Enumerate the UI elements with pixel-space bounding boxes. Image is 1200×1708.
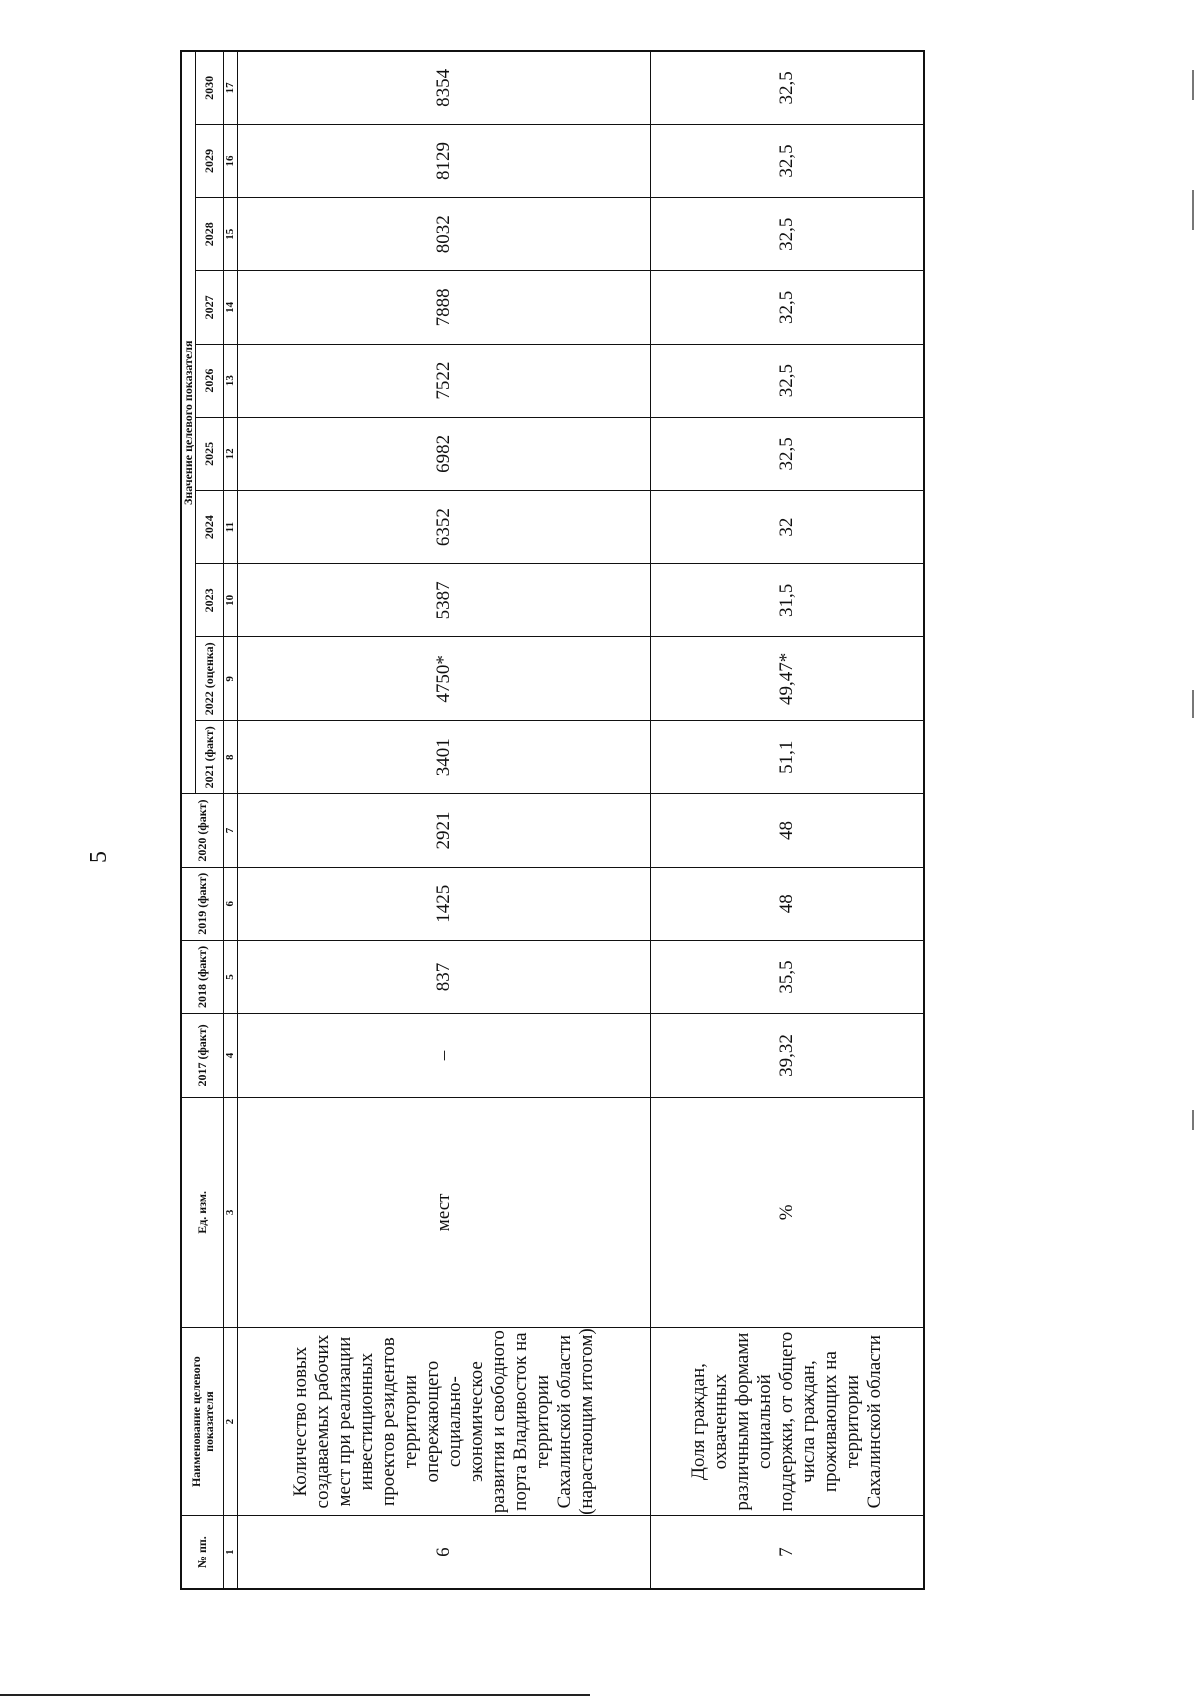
header-year-2017: 2017 (факт) xyxy=(181,1014,224,1098)
header-year-2029: 2029 xyxy=(196,124,224,197)
value-cell: 35,5 xyxy=(650,940,924,1013)
column-number: 8 xyxy=(224,721,238,794)
value-cell: 32 xyxy=(650,491,924,564)
column-number: 11 xyxy=(224,491,238,564)
value-cell: 31,5 xyxy=(650,564,924,637)
header-year-2025: 2025 xyxy=(196,417,224,490)
value-cell: – xyxy=(238,1014,651,1098)
column-number: 12 xyxy=(224,417,238,490)
value-cell: 39,32 xyxy=(650,1014,924,1098)
column-number: 17 xyxy=(224,51,238,124)
value-cell: 4750* xyxy=(238,637,651,721)
value-cell: 8032 xyxy=(238,198,651,271)
value-cell: 7522 xyxy=(238,344,651,417)
value-cell: 8354 xyxy=(238,51,651,124)
value-cell: 32,5 xyxy=(650,344,924,417)
unit-cell: % xyxy=(650,1097,924,1327)
column-number: 7 xyxy=(224,794,238,867)
value-cell: 51,1 xyxy=(650,721,924,794)
header-name: Наименование целевого показателя xyxy=(181,1327,224,1515)
column-number: 16 xyxy=(224,124,238,197)
header-year-2028: 2028 xyxy=(196,198,224,271)
header-year-2022: 2022 (оценка) xyxy=(196,637,224,721)
page-number: 5 xyxy=(86,851,112,863)
table-row xyxy=(650,51,924,1589)
column-number: 9 xyxy=(224,637,238,721)
indicator-name: Доля граждан, охваченных различными формами социальной поддержки, от общего числа граждан, проживающих на территории Сахалинской области xyxy=(650,1327,924,1515)
header-year-2021: 2021 (факт) xyxy=(196,721,224,794)
value-cell: 32,5 xyxy=(650,417,924,490)
margin-speck xyxy=(1192,1110,1194,1130)
header-year-2019: 2019 (факт) xyxy=(181,867,224,940)
value-cell: 2921 xyxy=(238,794,651,867)
column-number: 3 xyxy=(224,1097,238,1327)
header-year-2024: 2024 xyxy=(196,491,224,564)
header-year-2018: 2018 (факт) xyxy=(181,940,224,1013)
value-cell: 6982 xyxy=(238,417,651,490)
value-cell: 7888 xyxy=(238,271,651,344)
column-number: 5 xyxy=(224,940,238,1013)
header-unit: Ед. изм. xyxy=(181,1097,224,1327)
value-cell: 8129 xyxy=(238,124,651,197)
value-cell: 32,5 xyxy=(650,51,924,124)
column-number: 6 xyxy=(224,867,238,940)
target-indicators-table-wrapper xyxy=(180,50,925,1590)
margin-speck xyxy=(1192,70,1194,100)
bottom-rule xyxy=(0,1694,590,1696)
target-indicators-table xyxy=(180,50,925,1590)
value-cell: 837 xyxy=(238,940,651,1013)
column-number: 13 xyxy=(224,344,238,417)
header-no: № пп. xyxy=(181,1516,224,1589)
column-number: 10 xyxy=(224,564,238,637)
indicator-name: Количество новых создаваемых рабочих мест при реализации инвестиционных проектов резидентов территории опережающего социально-экономическое развития и свободного порта Владивосток на территории Сахалинской области (нарастающим итогом) xyxy=(238,1327,651,1515)
header-group-target-value: Значение целевого показателя xyxy=(181,51,196,794)
header-year-2027: 2027 xyxy=(196,271,224,344)
value-cell: 32,5 xyxy=(650,198,924,271)
column-number: 1 xyxy=(224,1516,238,1589)
value-cell: 1425 xyxy=(238,867,651,940)
column-number: 15 xyxy=(224,198,238,271)
row-number: 7 xyxy=(650,1516,924,1589)
value-cell: 3401 xyxy=(238,721,651,794)
value-cell: 32,5 xyxy=(650,124,924,197)
unit-cell: мест xyxy=(238,1097,651,1327)
value-cell: 48 xyxy=(650,867,924,940)
value-cell: 48 xyxy=(650,794,924,867)
header-year-2020: 2020 (факт) xyxy=(181,794,224,867)
table-row xyxy=(238,51,651,1589)
value-cell: 49,47* xyxy=(650,637,924,721)
value-cell: 5387 xyxy=(238,564,651,637)
value-cell: 32,5 xyxy=(650,271,924,344)
header-year-2023: 2023 xyxy=(196,564,224,637)
column-number: 14 xyxy=(224,271,238,344)
margin-speck xyxy=(1192,190,1194,230)
header-year-2030: 2030 xyxy=(196,51,224,124)
column-number: 4 xyxy=(224,1014,238,1098)
margin-speck xyxy=(1192,690,1194,718)
value-cell: 6352 xyxy=(238,491,651,564)
column-number: 2 xyxy=(224,1327,238,1515)
header-year-2026: 2026 xyxy=(196,344,224,417)
row-number: 6 xyxy=(238,1516,651,1589)
